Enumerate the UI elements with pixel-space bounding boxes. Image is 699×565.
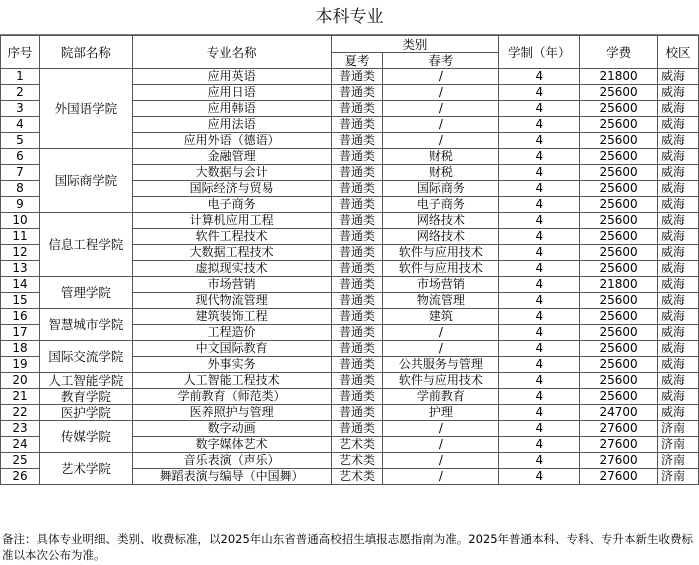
fee-cell: 27600: [580, 421, 658, 437]
spring-category-cell: 财税: [383, 165, 499, 181]
duration-cell: 4: [499, 101, 580, 117]
summer-category-cell: 普通类: [331, 357, 383, 373]
summer-category-cell: 普通类: [331, 229, 383, 245]
duration-cell: 4: [499, 85, 580, 101]
fee-cell: 25600: [580, 213, 658, 229]
fee-cell: 25600: [580, 357, 658, 373]
summer-category-cell: 艺术类: [331, 469, 383, 485]
major-cell: 虚拟现实技术: [132, 261, 331, 277]
header-spring: 春考: [383, 53, 499, 69]
major-cell: 音乐表演（声乐）: [132, 453, 331, 469]
major-cell: 舞蹈表演与编导（中国舞）: [132, 469, 331, 485]
spring-category-cell: /: [383, 341, 499, 357]
fee-cell: 21800: [580, 69, 658, 85]
table-row: [1, 373, 699, 389]
college-cell: 智慧城市学院: [39, 309, 132, 341]
index-cell: 1: [1, 69, 40, 85]
major-cell: 软件工程技术: [132, 229, 331, 245]
campus-cell: 威海: [658, 293, 699, 309]
table-row: [1, 405, 699, 421]
index-cell: 12: [1, 245, 40, 261]
summer-category-cell: 普通类: [331, 389, 383, 405]
table-row: [1, 453, 699, 469]
spring-category-cell: /: [383, 453, 499, 469]
fee-cell: 25600: [580, 245, 658, 261]
spring-category-cell: /: [383, 101, 499, 117]
fee-cell: 27600: [580, 453, 658, 469]
header-category: 类别: [331, 36, 499, 53]
header-college: 院部名称: [39, 36, 132, 69]
college-cell: 人工智能学院: [39, 373, 132, 389]
fee-cell: 25600: [580, 309, 658, 325]
spring-category-cell: /: [383, 469, 499, 485]
table-row: [1, 341, 699, 357]
index-cell: 17: [1, 325, 40, 341]
major-cell: 建筑装饰工程: [132, 309, 331, 325]
duration-cell: 4: [499, 293, 580, 309]
spring-category-cell: /: [383, 69, 499, 85]
major-cell: 应用英语: [132, 69, 331, 85]
summer-category-cell: 普通类: [331, 149, 383, 165]
campus-cell: 威海: [658, 277, 699, 293]
duration-cell: 4: [499, 277, 580, 293]
header-duration: 学制（年）: [499, 36, 580, 69]
table-row: [1, 389, 699, 405]
summer-category-cell: 普通类: [331, 373, 383, 389]
fee-cell: 25600: [580, 133, 658, 149]
campus-cell: 威海: [658, 149, 699, 165]
index-cell: 26: [1, 469, 40, 485]
spring-category-cell: 软件与应用技术: [383, 245, 499, 261]
campus-cell: 济南: [658, 469, 699, 485]
campus-cell: 威海: [658, 85, 699, 101]
college-cell: 管理学院: [39, 277, 132, 309]
index-cell: 24: [1, 437, 40, 453]
fee-cell: 21800: [580, 277, 658, 293]
index-cell: 4: [1, 117, 40, 133]
spring-category-cell: /: [383, 133, 499, 149]
college-cell: 国际商学院: [39, 149, 132, 213]
summer-category-cell: 普通类: [331, 69, 383, 85]
spring-category-cell: /: [383, 437, 499, 453]
table-row: [1, 69, 699, 85]
table-row: [1, 309, 699, 325]
college-cell: 传媒学院: [39, 421, 132, 453]
table-body: [1, 69, 699, 485]
fee-cell: 27600: [580, 437, 658, 453]
index-cell: 6: [1, 149, 40, 165]
index-cell: 25: [1, 453, 40, 469]
campus-cell: 威海: [658, 357, 699, 373]
major-cell: 金融管理: [132, 149, 331, 165]
fee-cell: 24700: [580, 405, 658, 421]
spring-category-cell: 学前教育: [383, 389, 499, 405]
college-cell: 外国语学院: [39, 69, 132, 149]
summer-category-cell: 普通类: [331, 245, 383, 261]
table-row: [1, 277, 699, 293]
index-cell: 10: [1, 213, 40, 229]
major-cell: 大数据与会计: [132, 165, 331, 181]
duration-cell: 4: [499, 117, 580, 133]
summer-category-cell: 普通类: [331, 85, 383, 101]
summer-category-cell: 普通类: [331, 309, 383, 325]
spring-category-cell: /: [383, 85, 499, 101]
major-cell: 应用法语: [132, 117, 331, 133]
index-cell: 2: [1, 85, 40, 101]
duration-cell: 4: [499, 437, 580, 453]
major-cell: 数字动画: [132, 421, 331, 437]
spring-category-cell: /: [383, 325, 499, 341]
fee-cell: 25600: [580, 197, 658, 213]
spring-category-cell: 国际商务: [383, 181, 499, 197]
header-fee: 学费: [580, 36, 658, 69]
fee-cell: 25600: [580, 149, 658, 165]
fee-cell: 25600: [580, 85, 658, 101]
summer-category-cell: 普通类: [331, 341, 383, 357]
spring-category-cell: 软件与应用技术: [383, 373, 499, 389]
fee-cell: 25600: [580, 101, 658, 117]
campus-cell: 威海: [658, 101, 699, 117]
duration-cell: 4: [499, 421, 580, 437]
fee-cell: 25600: [580, 117, 658, 133]
spring-category-cell: /: [383, 421, 499, 437]
summer-category-cell: 普通类: [331, 405, 383, 421]
duration-cell: 4: [499, 325, 580, 341]
major-cell: 工程造价: [132, 325, 331, 341]
spring-category-cell: 网络技术: [383, 229, 499, 245]
major-cell: 计算机应用工程: [132, 213, 331, 229]
index-cell: 18: [1, 341, 40, 357]
table-row: [1, 421, 699, 437]
campus-cell: 威海: [658, 341, 699, 357]
index-cell: 16: [1, 309, 40, 325]
index-cell: 9: [1, 197, 40, 213]
spring-category-cell: 市场营销: [383, 277, 499, 293]
index-cell: 22: [1, 405, 40, 421]
summer-category-cell: 普通类: [331, 117, 383, 133]
summer-category-cell: 普通类: [331, 133, 383, 149]
spring-category-cell: 护理: [383, 405, 499, 421]
campus-cell: 威海: [658, 133, 699, 149]
duration-cell: 4: [499, 149, 580, 165]
index-cell: 14: [1, 277, 40, 293]
fee-cell: 25600: [580, 229, 658, 245]
index-cell: 11: [1, 229, 40, 245]
campus-cell: 威海: [658, 69, 699, 85]
campus-cell: 济南: [658, 437, 699, 453]
duration-cell: 4: [499, 389, 580, 405]
summer-category-cell: 普通类: [331, 101, 383, 117]
college-cell: 艺术学院: [39, 453, 132, 485]
spring-category-cell: 公共服务与管理: [383, 357, 499, 373]
major-cell: 市场营销: [132, 277, 331, 293]
footnote: 备注：具体专业明细、类别、收费标准，以2025年山东省普通高校招生填报志愿指南为准。2025年普通本科、专科、专升本新生收费标准以本次公布为准。: [2, 532, 694, 562]
fee-cell: 25600: [580, 165, 658, 181]
major-cell: 应用外语（德语）: [132, 133, 331, 149]
spring-category-cell: 网络技术: [383, 213, 499, 229]
index-cell: 5: [1, 133, 40, 149]
campus-cell: 威海: [658, 325, 699, 341]
major-cell: 应用日语: [132, 85, 331, 101]
summer-category-cell: 艺术类: [331, 437, 383, 453]
spring-category-cell: 物流管理: [383, 293, 499, 309]
college-cell: 国际交流学院: [39, 341, 132, 373]
index-cell: 15: [1, 293, 40, 309]
page-title: 本科专业: [315, 7, 384, 27]
major-cell: 学前教育（师范类）: [132, 389, 331, 405]
table-row: [1, 213, 699, 229]
summer-category-cell: 普通类: [331, 293, 383, 309]
summer-category-cell: 普通类: [331, 165, 383, 181]
campus-cell: 威海: [658, 405, 699, 421]
fee-cell: 25600: [580, 389, 658, 405]
duration-cell: 4: [499, 357, 580, 373]
fee-cell: 25600: [580, 261, 658, 277]
index-cell: 20: [1, 373, 40, 389]
fee-cell: 25600: [580, 325, 658, 341]
major-cell: 电子商务: [132, 197, 331, 213]
duration-cell: 4: [499, 213, 580, 229]
duration-cell: 4: [499, 309, 580, 325]
major-cell: 医养照护与管理: [132, 405, 331, 421]
index-cell: 3: [1, 101, 40, 117]
fee-cell: 27600: [580, 469, 658, 485]
majors-table: [0, 35, 699, 485]
header-major: 专业名称: [132, 36, 331, 69]
campus-cell: 威海: [658, 309, 699, 325]
major-cell: 中文国际教育: [132, 341, 331, 357]
duration-cell: 4: [499, 133, 580, 149]
summer-category-cell: 普通类: [331, 325, 383, 341]
college-cell: 医护学院: [39, 405, 132, 421]
header-summer: 夏考: [331, 53, 383, 69]
summer-category-cell: 普通类: [331, 181, 383, 197]
major-cell: 大数据工程技术: [132, 245, 331, 261]
campus-cell: 威海: [658, 165, 699, 181]
summer-category-cell: 普通类: [331, 277, 383, 293]
campus-cell: 济南: [658, 421, 699, 437]
duration-cell: 4: [499, 165, 580, 181]
index-cell: 23: [1, 421, 40, 437]
campus-cell: 威海: [658, 197, 699, 213]
summer-category-cell: 普通类: [331, 261, 383, 277]
duration-cell: 4: [499, 453, 580, 469]
duration-cell: 4: [499, 261, 580, 277]
major-cell: 人工智能工程技术: [132, 373, 331, 389]
campus-cell: 威海: [658, 181, 699, 197]
major-cell: 国际经济与贸易: [132, 181, 331, 197]
duration-cell: 4: [499, 69, 580, 85]
major-cell: 外事实务: [132, 357, 331, 373]
duration-cell: 4: [499, 341, 580, 357]
fee-cell: 25600: [580, 341, 658, 357]
major-cell: 数字媒体艺术: [132, 437, 331, 453]
college-cell: 信息工程学院: [39, 213, 132, 277]
fee-cell: 25600: [580, 373, 658, 389]
duration-cell: 4: [499, 229, 580, 245]
duration-cell: 4: [499, 245, 580, 261]
spring-category-cell: 建筑: [383, 309, 499, 325]
campus-cell: 济南: [658, 453, 699, 469]
fee-cell: 25600: [580, 293, 658, 309]
duration-cell: 4: [499, 181, 580, 197]
index-cell: 13: [1, 261, 40, 277]
spring-category-cell: 电子商务: [383, 197, 499, 213]
table-row: [1, 149, 699, 165]
campus-cell: 威海: [658, 261, 699, 277]
campus-cell: 威海: [658, 373, 699, 389]
summer-category-cell: 普通类: [331, 197, 383, 213]
summer-category-cell: 普通类: [331, 421, 383, 437]
major-cell: 现代物流管理: [132, 293, 331, 309]
duration-cell: 4: [499, 469, 580, 485]
index-cell: 21: [1, 389, 40, 405]
index-cell: 8: [1, 181, 40, 197]
college-cell: 教育学院: [39, 389, 132, 405]
duration-cell: 4: [499, 197, 580, 213]
header-campus: 校区: [658, 36, 699, 69]
campus-cell: 威海: [658, 213, 699, 229]
duration-cell: 4: [499, 373, 580, 389]
header-index: 序号: [1, 36, 40, 69]
spring-category-cell: /: [383, 117, 499, 133]
index-cell: 19: [1, 357, 40, 373]
major-cell: 应用韩语: [132, 101, 331, 117]
header-row: [1, 36, 699, 53]
campus-cell: 威海: [658, 245, 699, 261]
campus-cell: 威海: [658, 229, 699, 245]
campus-cell: 威海: [658, 389, 699, 405]
fee-cell: 25600: [580, 181, 658, 197]
spring-category-cell: 软件与应用技术: [383, 261, 499, 277]
duration-cell: 4: [499, 405, 580, 421]
summer-category-cell: 艺术类: [331, 453, 383, 469]
index-cell: 7: [1, 165, 40, 181]
summer-category-cell: 普通类: [331, 213, 383, 229]
campus-cell: 威海: [658, 117, 699, 133]
spring-category-cell: 财税: [383, 149, 499, 165]
